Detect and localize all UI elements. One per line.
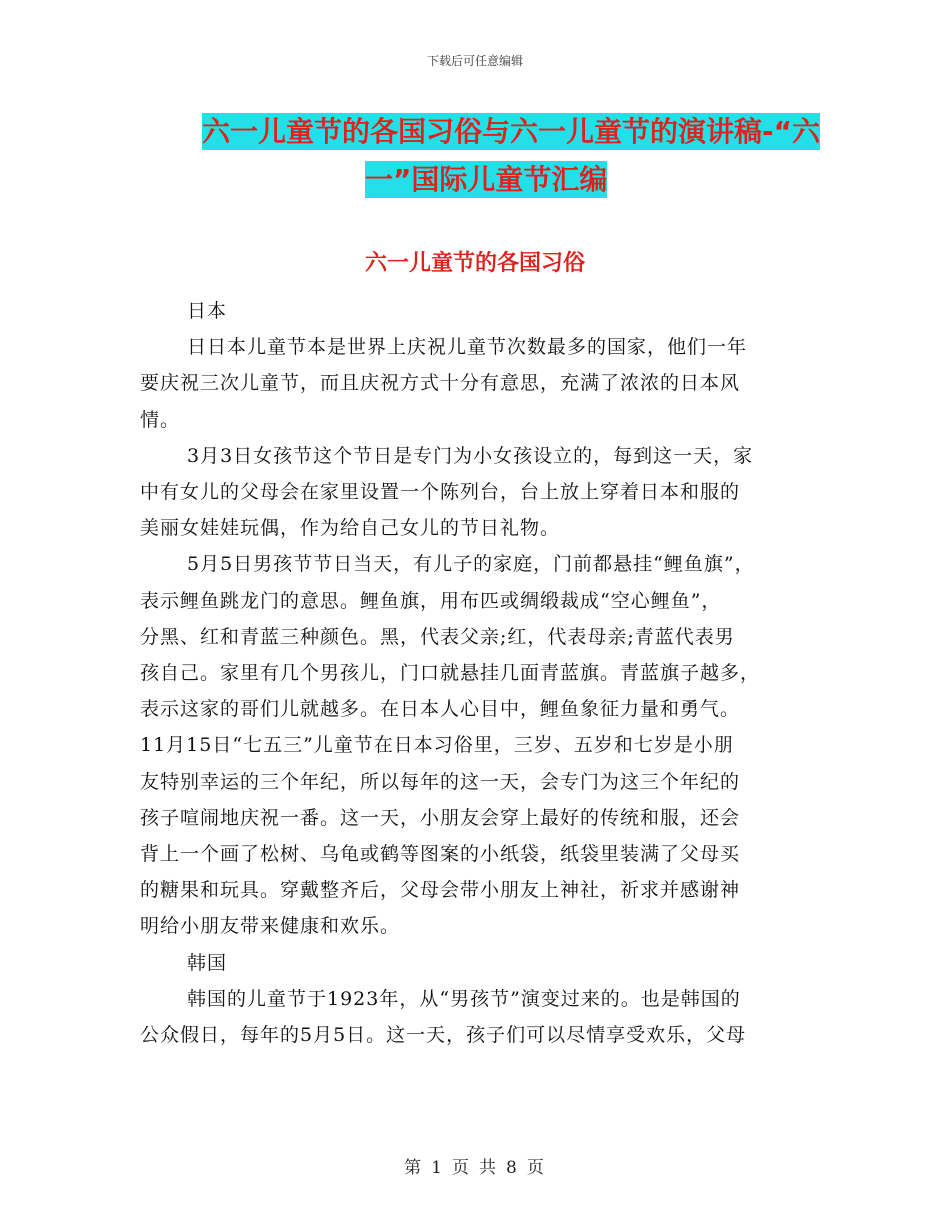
paragraph-line: 3月3日女孩节这个节日是专门为小女孩设立的，每到这一天，家 xyxy=(187,444,754,467)
paragraph-line: 背上一个画了松树、乌龟或鹤等图案的小纸袋，纸袋里装满了父母买 xyxy=(140,843,741,866)
footer-total-suffix: 页 xyxy=(526,1158,546,1178)
title-line-2 xyxy=(140,156,860,204)
paragraph-line: 要庆祝三次儿童节，而且庆祝方式十分有意思，充满了浓浓的日本风 xyxy=(140,372,741,395)
section-title: 六一儿童节的各国习俗 xyxy=(364,251,585,276)
paragraph-line: 孩自己。家里有几个男孩儿，门口就悬挂几面青蓝旗。青蓝旗子越多， xyxy=(140,662,761,685)
footer-total-prefix: 共 xyxy=(479,1158,498,1178)
footer-page-number: 1 xyxy=(431,1158,444,1178)
paragraph-line: 公众假日，每年的5月5日。这一天，孩子们可以尽情享受欢乐，父母 xyxy=(140,1024,747,1047)
paragraph-line: 5月5日男孩节节日当天，有儿子的家庭，门前都悬挂“鲤鱼旗”， xyxy=(187,553,755,576)
footer-page-prefix: 第 xyxy=(404,1158,424,1178)
paragraph-line: 日日本儿童节本是世界上庆祝儿童节次数最多的国家，他们一年 xyxy=(187,336,748,359)
paragraph-line: 的糖果和玩具。穿戴整齐后，父母会带小朋友上神社，祈求并感谢神 xyxy=(140,879,741,902)
paragraph-line: 分黑、红和青蓝三种颜色。黑，代表父亲;红，代表母亲;青蓝代表男 xyxy=(140,625,735,648)
title-line-1-text: 六一儿童节的各国习俗与六一儿童节的演讲稿-“六 xyxy=(202,115,821,148)
page-footer xyxy=(0,1153,950,1178)
paragraph-line: 明给小朋友带来健康和欢乐。 xyxy=(140,915,401,938)
paragraph-line: 表示鲤鱼跳龙门的意思。鲤鱼旗，用布匹或绸缎裁成“空心鲤鱼”， xyxy=(140,589,722,612)
paragraph-line: 11月15日“七五三”儿童节在日本习俗里，三岁、五岁和七岁是小朋 xyxy=(140,734,734,757)
subheading-korea: 韩国 xyxy=(187,951,228,974)
document-title xyxy=(140,108,860,204)
subheading-japan: 日本 xyxy=(187,300,228,322)
paragraph-line: 孩子喧闹地庆祝一番。这一天，小朋友会穿上最好的传统和服，还会 xyxy=(140,806,741,829)
paragraph-line: 情。 xyxy=(140,408,181,431)
document-body xyxy=(140,293,815,1053)
paragraph-line: 友特别幸运的三个年纪，所以每年的这一天，会专门为这三个年纪的 xyxy=(140,770,741,793)
paragraph-line: 中有女儿的父母会在家里设置一个陈列台，台上放上穿着日本和服的 xyxy=(140,481,741,504)
footer-page-mid: 页 xyxy=(452,1158,471,1178)
paragraph-line: 美丽女娃娃玩偶，作为给自己女儿的节日礼物。 xyxy=(140,517,561,540)
page-header: 下载后可任意编辑 xyxy=(426,54,523,68)
paragraph-line: 表示这家的哥们儿就越多。在日本人心目中，鲤鱼象征力量和勇气。 xyxy=(140,698,741,721)
footer-total-pages: 8 xyxy=(506,1158,519,1178)
title-line-1 xyxy=(140,108,860,156)
title-line-2-text: 一”国际儿童节汇编 xyxy=(365,163,608,196)
paragraph-line: 韩国的儿童节于1923年，从“男孩节”演变过来的。也是韩国的 xyxy=(187,987,741,1010)
